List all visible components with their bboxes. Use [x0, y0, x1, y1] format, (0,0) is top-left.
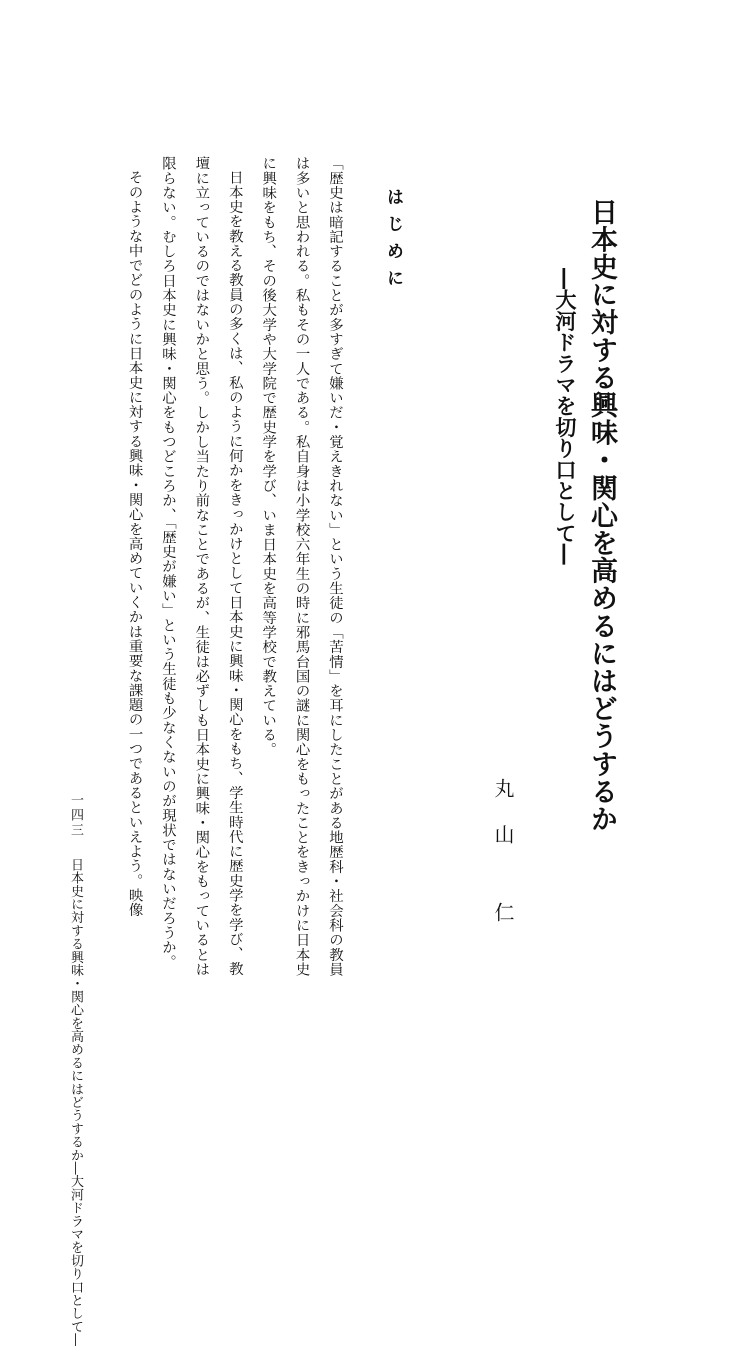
article-subtitle: ―大河ドラマを切り口として― [553, 268, 577, 565]
author-given-name: 仁 [491, 902, 515, 948]
paragraph: 「歴史は暗記することが多すぎて嫌いだ・覚えきれない」という生徒の「苦情」を耳にしたことがある地歴科・社会科の教員は多いと思われる。私もその一人である。私自身は小学校六年生の時に邪馬台国の謎に関心をもったことをきっかけに日本史に興味をもち、その後大学や大学院で歴史学を学び、いま日本史を高等学校で教えている。 [260, 156, 343, 977]
paragraph: そのような中でどのように日本史に対する興味・関心を高めていくかは重要な課題の一つであるといえよう。映像 [126, 170, 143, 918]
author-family-name: 丸山 [491, 778, 515, 870]
article-title: 日本史に対する興味・関心を高めるにはどうするか [586, 198, 617, 833]
running-title: 日本史に対する興味・関心を高めるにはどうするか―大河ドラマを切り口として― [68, 858, 83, 1346]
page-number: 一四三 [68, 793, 83, 838]
author-name [493, 778, 513, 948]
body-text [117, 156, 351, 986]
section-heading: はじめに [383, 188, 403, 296]
paragraph: 日本史を教える教員の多くは、私のように何かをきっかけとして日本史に興味・関心をもち、学生時代に歴史学を学び、教壇に立っているのではないかと思う。しかし当たり前なことであるが、生徒は必ずしも日本史に興味・関心をもっているとは限らない。むしろ日本史に興味・関心をもつどころか、「歴史が嫌い」という生徒も少なくないのが現状ではないだろうか。 [159, 156, 243, 977]
